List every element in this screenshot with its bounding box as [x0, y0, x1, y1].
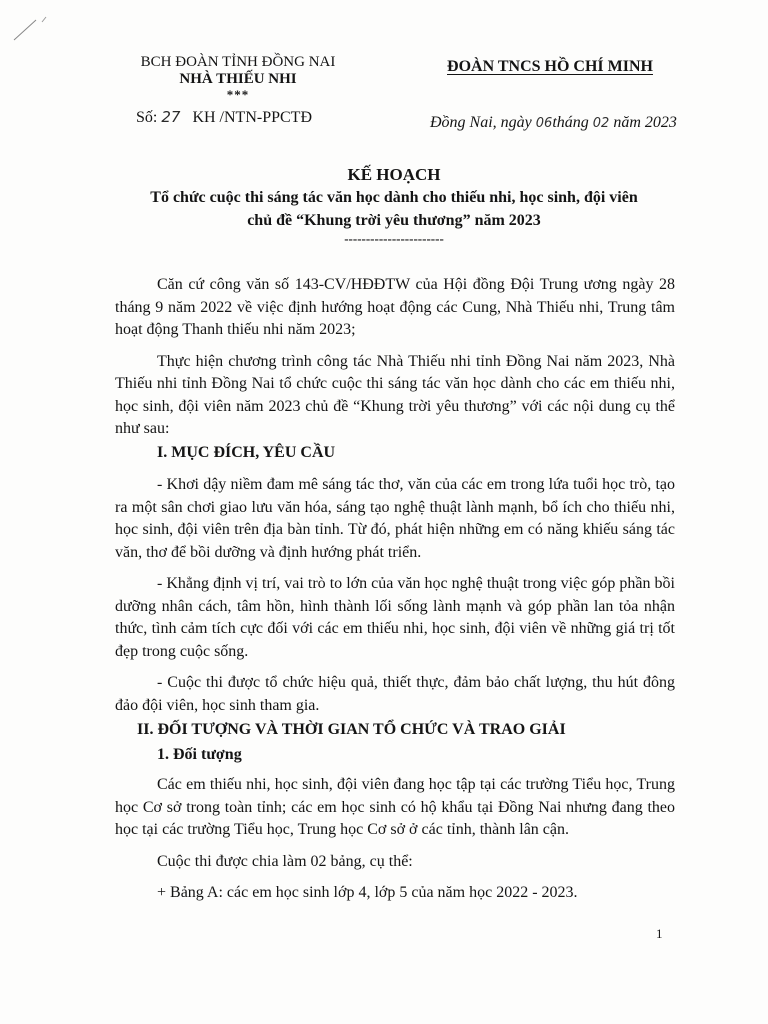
- section-1-heading: I. MỤC ĐÍCH, YÊU CẦU: [157, 444, 336, 461]
- date-year: năm 2023: [613, 114, 677, 131]
- so-code: KH /NTN-PPCTĐ: [192, 109, 312, 126]
- section-2-subheading: 1. Đối tượng: [157, 746, 242, 763]
- so-label: Số:: [136, 109, 158, 126]
- date-month-handwritten: 02: [592, 116, 610, 131]
- org-line-2: NHÀ THIẾU NHI: [179, 71, 297, 87]
- header-stars: ***: [226, 87, 250, 102]
- org-line-1: BCH ĐOÀN TỈNH ĐỒNG NAI: [140, 54, 336, 70]
- issuing-organization: [118, 54, 358, 101]
- section-1-item: - Cuộc thi được tổ chức hiệu quả, thiết thực, đảm bảo chất lượng, thu hút đông đảo đội viên, học sinh tham gia.: [115, 674, 675, 714]
- scan-mark-icon: [12, 14, 52, 44]
- so-number-handwritten: 27: [161, 108, 181, 126]
- date-month-label: tháng: [552, 114, 589, 131]
- section-2-body: [115, 774, 675, 914]
- title-main: KẾ HOẠCH: [347, 165, 441, 184]
- intro-paragraph-2: Thực hiện chương trình công tác Nhà Thiếu nhi tỉnh Đồng Nai năm 2023, Nhà Thiếu nhi tỉnh Đồng Nai tổ chức cuộc thi sáng tác văn học dành cho các em thiếu nhi, học sinh, đội viên năm 2023 chủ đề “Khung trời yêu thương” với các nội dung cụ thể như sau:: [115, 352, 675, 437]
- section-2-heading: II. ĐỐI TƯỢNG VÀ THỜI GIAN TỔ CHỨC VÀ TRAO GIẢI: [137, 721, 566, 738]
- section-1-item: - Khẳng định vị trí, vai trò to lớn của văn học nghệ thuật trong việc góp phần bồi dưỡng nhân cách, tâm hồn, hình thành lối sống lành mạnh và góp phần lan tỏa nhận thức, tình cảm tích cực đối với các em thiếu nhi, học sinh, đội viên về những giá trị tốt đẹp trong cuộc sống.: [115, 575, 675, 660]
- date-prefix: Đồng Nai, ngày: [430, 114, 532, 131]
- title-line-2: Tổ chức cuộc thi sáng tác văn học dành cho thiếu nhi, học sinh, đội viên: [150, 189, 638, 206]
- page-number: 1: [656, 926, 663, 941]
- document-number: [136, 108, 312, 127]
- title-rule: -----------------------: [344, 231, 444, 246]
- section-2-item: Các em thiếu nhi, học sinh, đội viên đang học tập tại các trường Tiểu học, Trung học Cơ sở trong toàn tỉnh; các em học sinh có hộ khẩu tại Đồng Nai nhưng đang theo học tại các trường Tiểu học, Trung học Cơ sở ở các tỉnh, thành lân cận.: [115, 776, 675, 838]
- section-1-item: - Khơi dậy niềm đam mê sáng tác thơ, văn của các em trong lứa tuổi học trò, tạo ra một sân chơi giao lưu văn hóa, sáng tạo nghệ thuật lành mạnh, bổ ích cho thiếu nhi, học sinh, đội viên trên địa bàn tỉnh. Từ đó, phát hiện những em có năng khiếu sáng tác văn, thơ để bồi dưỡng và định hướng phát triển.: [115, 476, 675, 561]
- section-1-body: [115, 474, 675, 726]
- date-line: [430, 114, 720, 132]
- section-2-item: Cuộc thi được chia làm 02 bảng, cụ thể:: [157, 852, 413, 870]
- section-2-item: + Bảng A: các em học sinh lớp 4, lớp 5 của năm học 2022 - 2023.: [157, 884, 578, 901]
- document-title: [80, 163, 708, 245]
- title-line-3: chủ đề “Khung trời yêu thương” năm 2023: [247, 212, 541, 229]
- intro-paragraph-1: Căn cứ công văn số 143-CV/HĐĐTW của Hội đồng Đội Trung ương ngày 28 tháng 9 năm 2022 về việc định hướng hoạt động các Cung, Nhà Thiếu nhi, Trung tâm hoạt động Thanh thiếu nhi năm 2023;: [115, 276, 675, 338]
- date-day-handwritten: 06: [535, 116, 553, 131]
- intro-paragraphs: [115, 274, 675, 441]
- union-title: ĐOÀN TNCS HỒ CHÍ MINH: [447, 58, 653, 75]
